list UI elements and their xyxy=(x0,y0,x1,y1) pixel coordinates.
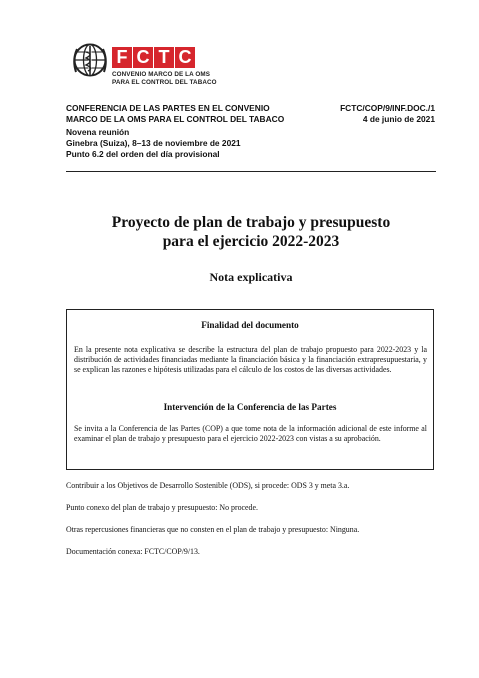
who-emblem-icon xyxy=(72,42,108,78)
fctc-logo xyxy=(72,42,222,96)
summary-box xyxy=(66,309,434,470)
document-date: 4 de junio de 2021 xyxy=(362,114,435,124)
financial-implications-note: Otras repercusiones financieras que no consten en el plan de trabajo y presupuesto: Ninguna. xyxy=(66,525,360,534)
title-line-1: Proyecto de plan de trabajo y presupuesto xyxy=(111,214,391,231)
conference-name-line-1: CONFERENCIA DE LAS PARTES EN EL CONVENIO xyxy=(66,103,270,113)
logo-letter-c: C xyxy=(133,47,153,68)
header-right xyxy=(340,103,435,125)
logo-subtitle: CONVENIO MARCO DE LA OMS PARA EL CONTROL DEL TABACO xyxy=(112,71,217,86)
logo-letter-c2: C xyxy=(175,47,195,68)
purpose-text: En la presente nota explicativa se describe la estructura del plan de trabajo propuesto para 2022-2023 y la distribución de actividades financiadas mediante la financiación básica y la financiación extrapresupuestaria, y se explican las razones e hipótesis utilizadas para el cálculo de los costos de las diversas actividades. xyxy=(74,345,427,374)
purpose-heading: Finalidad del documento xyxy=(201,320,299,330)
action-heading: Intervención de la Conferencia de las Partes xyxy=(163,402,337,412)
logo-letter-t: T xyxy=(154,47,174,68)
document-title xyxy=(66,213,436,251)
document-code: FCTC/COP/9/INF.DOC./1 xyxy=(340,103,435,113)
agenda-item: Punto 6.2 del orden del día provisional xyxy=(66,149,220,159)
sdg-note: Contribuir a los Objetivos de Desarrollo Sostenible (ODS), si procede: ODS 3 y meta 3.a. xyxy=(66,481,350,490)
header-left xyxy=(66,103,336,160)
session-label: Novena reunión xyxy=(66,127,130,137)
document-subtitle: Nota explicativa xyxy=(209,270,293,284)
place-date: Ginebra (Suiza), 8–13 de noviembre de 2021 xyxy=(66,138,241,148)
title-line-2: para el ejercicio 2022-2023 xyxy=(162,233,340,250)
conference-name-line-2: MARCO DE LA OMS PARA EL CONTROL DEL TABACO xyxy=(66,114,285,124)
related-item-note: Punto conexo del plan de trabajo y presupuesto: No procede. xyxy=(66,503,258,512)
action-text: Se invita a la Conferencia de las Partes (COP) a que tome nota de la información adicional de este informe al examinar el plan de trabajo y presupuesto para el ejercicio 2022-2023 con vistas a su aprobación. xyxy=(74,424,427,443)
header-divider xyxy=(66,171,436,172)
logo-letter-f: F xyxy=(112,47,132,68)
related-documentation-note: Documentación conexa: FCTC/COP/9/13. xyxy=(66,547,200,556)
